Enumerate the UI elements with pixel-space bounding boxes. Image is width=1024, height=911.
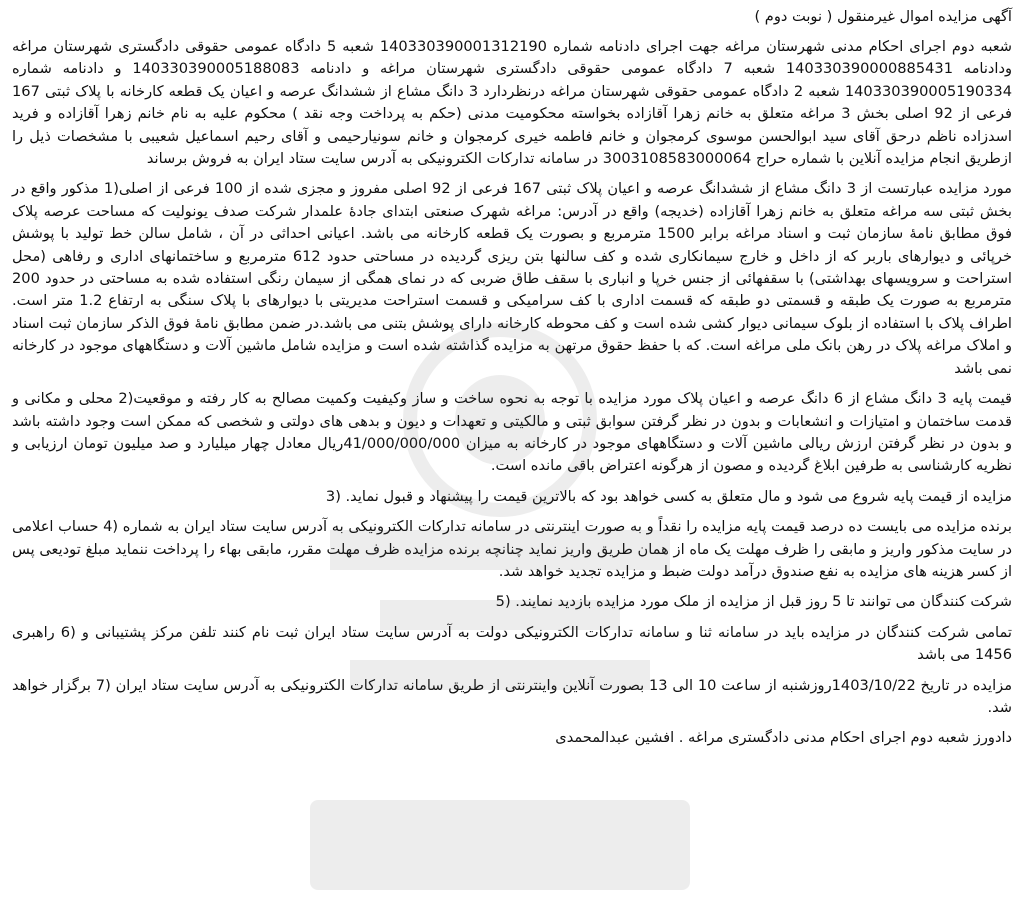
notice-title: آگهی مزایده اموال غیرمنقول ( نوبت دوم )	[754, 8, 1012, 25]
notice-item-7: مزایده در تاریخ 1403/10/22روزشنبه از ساعت 10 الی 13 بصورت آنلاین واینترنتی از طریق سامانه تدارکات الکترونیکی به آدرس سایت ستاد ایران (7 برگزار خواهد شد.	[12, 676, 1013, 716]
notice-item-1: مورد مزایده عبارتست از 3 دانگ مشاع از ششدانگ عرصه و اعیان پلاک ثبتی 167 فرعی از 92 اصلی مفروز و مجزی شده از 100 فرعی از اصلی(1 مذکور واقع در بخش ثبتی سه مراغه متعلق به خانم زهرا آقازاده (خدیجه) واقع در آدرس: مراغه شهرک صنعتی ابتدای جادهٔ علمدار شرکت صدف یونولیت که مساحت عرصه پلاک فوق مطابق نامهٔ سازمان ثبت و اسناد مراغه برابر 1500 مترمربع و بصورت یک قطعه کارخانه می باشد. اعیانی احداثی در آن ، شامل سالن خط تولید با پوشش خرپائی و دیوارهای باربر که از داخل و خارج سیمانکاری شده و کف سالنها بتن ریزی گردیده در مساحتی حدود 612 مترمربع و ساختمانهای اداری و رفاهی (محل استراحت و سرویسهای بهداشتی) با سقفهائی از جنس خرپا و انباری با سقف طاق ضربی که در نمای همگی از سیمان رنگی استفاده شده به مساحتی در حدود 200 مترمربع به صورت یک طبقه و قسمتی دو طبقه که قسمت اداری با کف سرامیکی و قسمت استراحت مدیریتی با دیوارهای با پلاک سنگی به ارتفاع 1.2 متر است. اطراف پلاک با استفاده از بلوک سیمانی دیوار کشی شده است و کف محوطه کارخانه دارای پوشش بتنی می باشد.در ضمن مطابق نامهٔ فوق الذکر سازمان ثبت اسناد و املاک مراغه پلاک در رهن بانک ملی مراغه است. که با حفظ حقوق مرتهن به مزایده گذاشته شده است و مزایده شامل ماشین آلات و دستگاههای موجود در کارخانه نمی باشد	[12, 180, 1012, 377]
notice-item-3: مزایده از قیمت پایه شروع می شود و مال متعلق به کسی خواهد بود که بالاترین قیمت را پیشنهاد و قبول نماید. (3	[325, 487, 1012, 505]
notice-item-4: برنده مزایده می بایست ده درصد قیمت پایه مزایده را نقداً و به صورت اینترنتی در سامانه تدارکات الکترونیکی به آدرس سایت ستاد ایران به شماره (4 حساب اعلامی در سایت مذکور واریز و مابقی را ظرف مهلت یک ماه از همان طریق واریز نماید چنانچه برنده مزایده ظرف مهلت مقرر، مابقی بهاء را پرداخت ننماید مبلغ تودیعی پس از کسر هزینه های مزایده به نفع صندوق درآمد دولت ضبط و مزایده تجدید خواهد شد.	[12, 518, 1012, 580]
notice-item-5: شرکت کنندگان می توانند تا 5 روز قبل از مزایده از ملک مورد مزایده بازدید نمایند. (5	[495, 593, 1012, 611]
notice-item-2: قیمت پایه 3 دانگ مشاع از 6 دانگ عرصه و اعیان پلاک مورد مزایده با توجه به نحوه ساخت و ساز وکیفیت وکمیت مصالح به کار رفته و موقعیت(2 محلی و مکانی و قدمت ساختمان و امتیازات و انشعابات و بدون در نظر گرفتن سوابق ثبتی و مالکیتی و تعهدات و دیون و بدهی های دولتی و شخصی که ممکن است وجود داشته باشد و بدون در نظر گرفتن ارزش ریالی ماشین آلات و دستگاههای موجود در کارخانه به میزان 41/000/000/000ریال معادل چهار میلیارد و صد میلیون تومان ارزیابی و نظریه کارشناسی به طرفین ابلاغ گردیده و مصون از هرگونه اعتراض باقی مانده است.	[12, 390, 1013, 475]
notice-signature: دادورز شعبه دوم اجرای احکام مدنی دادگستری مراغه . افشین عبدالمحمدی	[555, 729, 1012, 747]
notice-intro: شعبه دوم اجرای احکام مدنی شهرستان مراغه جهت اجرای دادنامه شماره 140330390001312190 شعبه 5 دادگاه عمومی حقوقی دادگستری شهرستان مراغه ودادنامه 140330390000885431 شعبه 7 دادگاه عمومی حقوقی دادگستری شهرستان مراغه و دادنامه 140330390005188083 و دادنامه شماره 140330390005190334 شعبه 2 دادگاه عمومی حقوقی شهرستان مراغه درنظردارد 3 دانگ مشاع از ششدانگ عرصه و اعیان یک قطعه کارخانه با پلاک ثبتی 167 فرعی از 92 اصلی بخش 3 مراغه متعلق به خانم زهرا آقازاده بخواسته محکومیت مدنی (حکم به پرداخت وجه نقد ) محکوم علیه به نام خانم زهرا آقازاده و فرید اسدزاده ناظم درحق آقای سید ابوالحسن موسوی کرمجوان و خانم فاطمه خیری کرمجوان و خانم سونیارحیمی و آقای رحیم اسماعیل شعیبی با مشخصات ذیل را ازطریق انجام مزایده آنلاین با شماره حراج 3003108583000064 در سامانه تدارکات الکترونیکی به آدرس سایت ستاد ایران به فروش برساند	[12, 38, 1013, 168]
notice-item-6: تمامی شرکت کنندگان در مزایده باید در سامانه ثنا و سامانه تدارکات الکترونیکی دولت به آدرس سایت ستاد ایران ثبت نام کنند تلفن مرکز پشتیبانی و (6 راهبری 1456 می باشد	[12, 623, 1012, 664]
